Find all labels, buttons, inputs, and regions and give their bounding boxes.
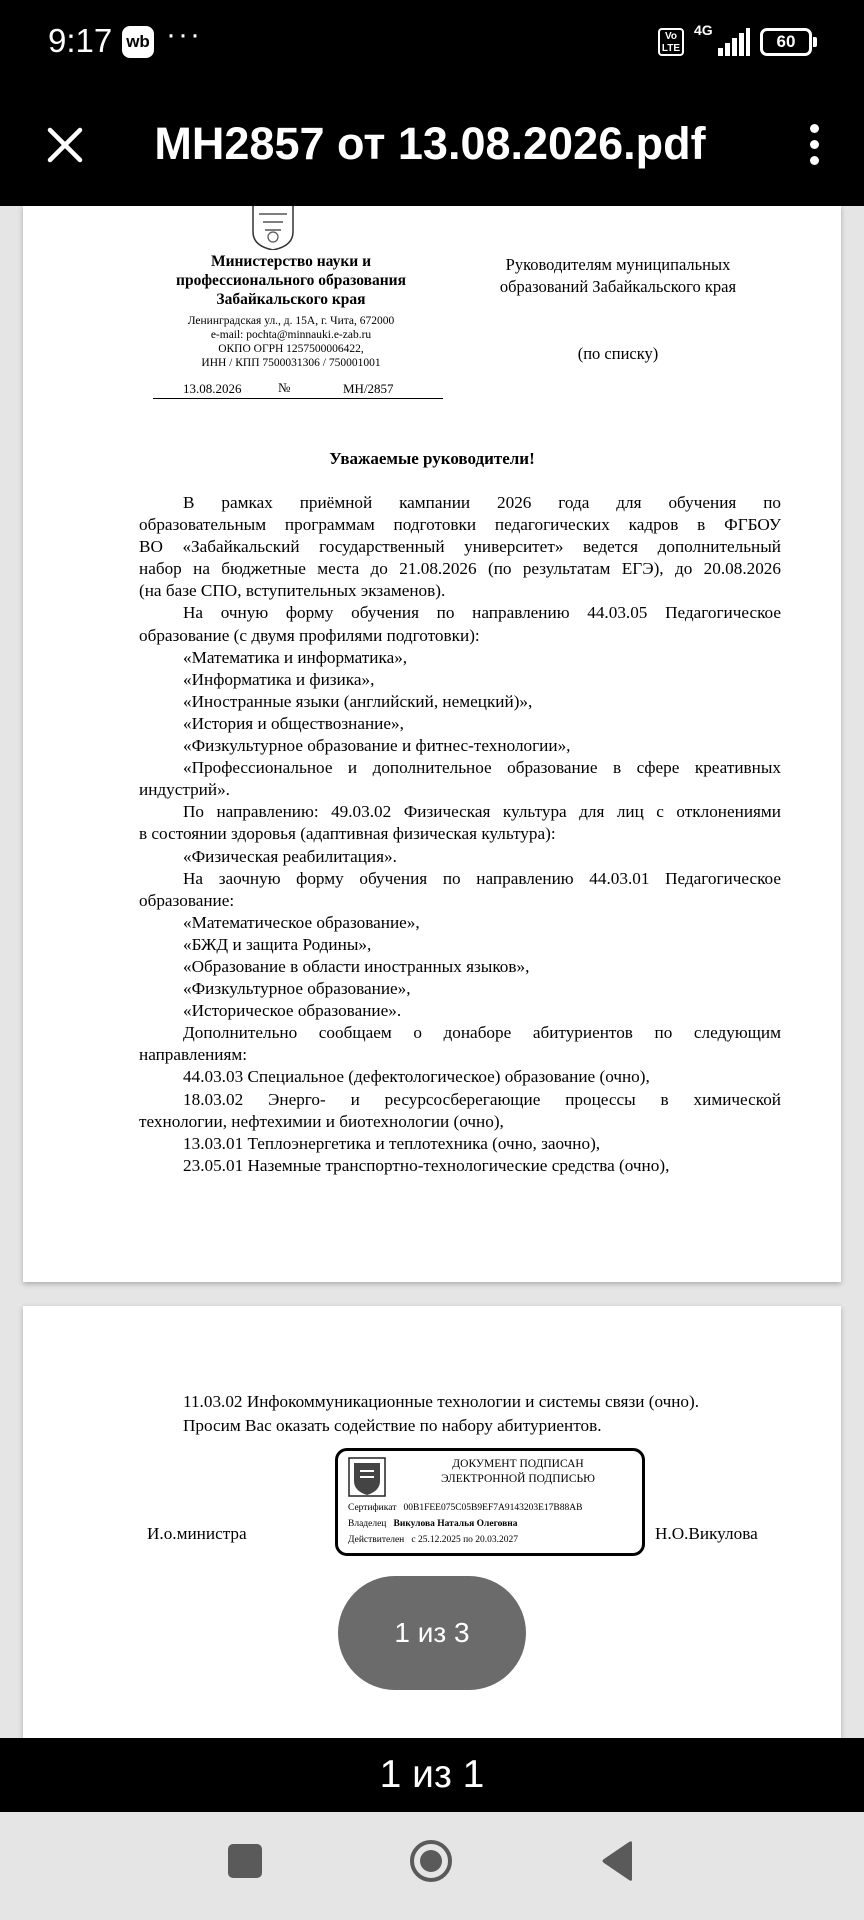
greeting: Уважаемые руководители!: [329, 449, 535, 468]
owner-value: Викулова Наталья Олеговна: [393, 1519, 518, 1529]
sender-organization: Министерство науки и профессионального образования Забайкальского края: [176, 253, 406, 308]
body-line: «Физическая реабилитация».: [183, 846, 397, 866]
pdf-page-1: [23, 206, 841, 1282]
page-indicator: 1 из 3: [338, 1576, 526, 1690]
wb-app-icon: wb: [122, 26, 154, 58]
body-line: Просим Вас оказать содействие по набору абитуриентов.: [183, 1416, 602, 1435]
body-line: «Иностранные языки (английский, немецкий)»,: [183, 691, 533, 711]
registration-number-label: №: [278, 380, 291, 395]
status-time: 9:17: [48, 22, 113, 59]
body-line: «История и обществознание»,: [183, 713, 404, 733]
body-line: «Информатика и физика»,: [183, 669, 375, 689]
volte-icon: Vo LTE: [658, 28, 684, 56]
more-vert-icon: [810, 124, 819, 133]
stamp-certificate: [348, 1503, 582, 1513]
body-line: 44.03.03 Специальное (дефектологическое) образование (очно),: [183, 1067, 650, 1087]
body-line: «Историческое образование».: [183, 1001, 402, 1021]
body-line: «Образование в области иностранных языков»,: [183, 956, 530, 976]
body-line: 18.03.02 Энерго- и ресурсосберегающие процессы в химической: [183, 1089, 781, 1109]
stamp-heading: [418, 1457, 618, 1487]
letter-body: [139, 492, 781, 1177]
body-line: 11.03.02 Инфокоммуникационные технологии и системы связи (очно).: [183, 1392, 700, 1411]
body-line: образовательным программам подготовки педагогических кадров в ФГБОУ: [139, 515, 781, 535]
status-bar: [0, 0, 864, 84]
stamp-heading-1: ДОКУМЕНТ ПОДПИСАН: [452, 1458, 584, 1470]
document-title: МН2857 от 13.08.2026.pdf: [154, 118, 706, 169]
registration-line: [153, 380, 443, 399]
body-line: В рамках приёмной кампании 2026 года для обучения по: [183, 493, 781, 512]
body-line: (на базе СПО, вступительных экзаменов).: [139, 581, 446, 601]
body-line: «Математическое образование»,: [183, 912, 420, 932]
cert-label: Сертификат: [348, 1503, 397, 1513]
body-line: «Физкультурное образование и фитнес-технологии»,: [183, 736, 571, 756]
body-line: образование (с двумя профилями подготовки):: [139, 625, 480, 645]
inn-line: ИНН / КПП 7500031306 / 750001001: [201, 357, 381, 369]
okpo-line: ОКПО ОГРН 1257500006422,: [218, 343, 364, 355]
body-line: «Профессиональное и дополнительное образование в сфере креативных: [183, 758, 781, 778]
body-line: 23.05.01 Наземные транспортно-технологические средства (очно),: [183, 1155, 670, 1175]
valid-value: с 25.12.2025 по 20.03.2027: [411, 1535, 519, 1545]
stamp-heading-2: ЭЛЕКТРОННОЙ ПОДПИСЬЮ: [441, 1473, 595, 1485]
back-button[interactable]: [600, 1840, 636, 1882]
coat-of-arms-icon: [245, 206, 301, 250]
stamp-validity: [348, 1535, 518, 1545]
recipient: Руководителям муниципальных образований Забайкальского края: [499, 255, 737, 296]
more-options-button[interactable]: [794, 120, 834, 170]
body-line: технологии, нефтехимии и биотехнологии (очно),: [139, 1111, 504, 1131]
close-button[interactable]: [40, 120, 90, 170]
body-line: индустрий».: [139, 780, 230, 800]
signal-icon: [718, 28, 750, 56]
app-bar: [0, 84, 864, 206]
body-line: направлениям:: [139, 1045, 248, 1065]
registration-number: МН/2857: [343, 381, 394, 396]
page-counter: 1 из 1: [0, 1738, 864, 1812]
signer-title: И.о.министра: [147, 1524, 247, 1543]
battery-icon: 60: [760, 28, 812, 56]
battery-tip: [813, 37, 817, 47]
body-line: ВО «Забайкальский государственный университет» ведется дополнительный: [139, 537, 781, 557]
home-button[interactable]: [408, 1838, 454, 1884]
body-line: «БЖД и защита Родины»,: [183, 934, 372, 954]
body-line: Дополнительно сообщаем о донаборе абитуриентов по следующим: [183, 1023, 781, 1043]
sender-address: [141, 314, 441, 370]
close-icon: [40, 120, 90, 170]
more-notifications-icon: ···: [166, 18, 202, 51]
recipient-note: (по списку): [577, 344, 659, 363]
body-line: 13.03.01 Теплоэнергетика и теплотехника (очно, заочно),: [183, 1133, 601, 1153]
valid-label: Действителен: [348, 1535, 405, 1545]
registration-date: 13.08.2026: [183, 381, 242, 396]
owner-label: Владелец: [348, 1519, 387, 1529]
recents-button[interactable]: [228, 1844, 262, 1878]
body-line: На очную форму обучения по направлению 44.03.05 Педагогическое: [183, 603, 781, 623]
body-line: «Физкультурное образование»,: [183, 979, 411, 999]
body-line: набор на бюджетные места до 21.08.2026 (по результатам ЕГЭ), до 20.08.2026: [139, 559, 781, 579]
body-line: На заочную форму обучения по направлению 44.03.01 Педагогическое: [183, 868, 781, 888]
network-type: 4G: [694, 22, 713, 38]
letter-body-continued: [139, 1390, 781, 1438]
signer-name: Н.О.Викулова: [655, 1524, 758, 1543]
cert-value: 00B1FEE075C05B9EF7A9143203E17B88AB: [403, 1503, 583, 1513]
address-line: Ленинградская ул., д. 15А, г. Чита, 672000: [187, 315, 395, 327]
body-line: образование:: [139, 890, 235, 910]
body-line: в состоянии здоровья (адаптивная физическая культура):: [139, 824, 556, 844]
pdf-viewer[interactable]: [0, 206, 864, 1738]
email-line: e-mail: pochta@minnauki.e-zab.ru: [210, 329, 372, 341]
body-line: «Математика и информатика»,: [183, 647, 408, 667]
electronic-signature-stamp: [335, 1448, 645, 1556]
body-line: По направлению: 49.03.02 Физическая культура для лиц с отклонениями: [183, 802, 781, 822]
stamp-owner: [348, 1519, 518, 1529]
emblem-icon: [348, 1457, 386, 1497]
